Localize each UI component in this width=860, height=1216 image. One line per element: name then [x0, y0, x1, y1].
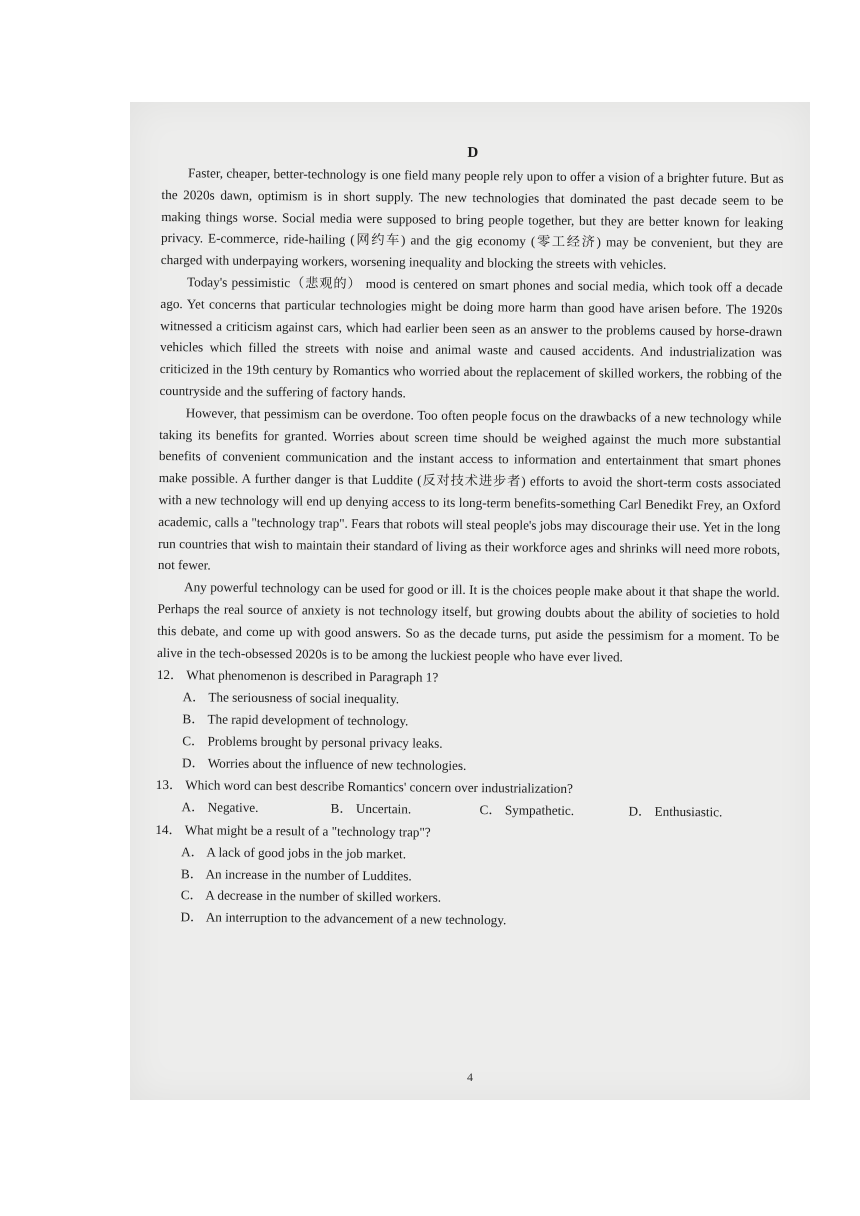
option-b: B． Uncertain.	[330, 800, 412, 817]
option-d: D． Worries about the influence of new technologies.	[181, 754, 467, 773]
page-number: 4	[467, 1070, 473, 1084]
paragraph-3: However, that pessimism can be overdone. Too often people focus on the drawbacks of a new technology while taking its benefits for granted. Worries about screen time should be weighed against the much more substantial benefits of convenient communication and the instant access to information and entertainment that smart phones make possible. A further danger is that Luddite (反对技术进步者) efforts to avoid the short-term costs associated with a new technology will end up denying access to its long-term benefits-something Carl Benedikt Frey, an Oxford academic, calls a "technology trap". Fears that robots will steal people's jobs may discourage their use. Yet in the long run countries that wish to maintain their standard of living as their workforce ages and shrinks will need more robots, not fewer.	[157, 405, 782, 573]
question-12	[156, 664, 779, 779]
question-13	[155, 774, 777, 824]
paragraph-4: Any powerful technology can be used for good or ill. It is the choices people make about it that shape the world. Perhaps the real source of anxiety is not technology itself, but growing doubts about the ability of societies to hold this debate, and come up with good answers. So as the decade turns, put aside the pessimism for a moment. To be alive in the tech-obsessed 2020s is to be among the luckiest people who have ever lived.	[157, 579, 780, 664]
option-d: D． Enthusiastic.	[628, 803, 723, 820]
option-a: A． A lack of good jobs in the job market.	[181, 843, 407, 862]
option-d: D． An interruption to the advancement of a new technology.	[180, 909, 507, 928]
question-14	[154, 819, 777, 934]
question-stem: 13． Which word can best describe Romantics' concern over industrialization?	[155, 777, 573, 797]
option-a: A． Negative.	[181, 799, 259, 816]
option-c: C． Problems brought by personal privacy leaks.	[182, 732, 443, 751]
option-a: A． The seriousness of social inequality.	[182, 689, 400, 707]
option-b: B． An increase in the number of Luddites.	[180, 865, 412, 883]
paragraph-2: Today's pessimistic（悲观的） mood is centered on smart phones and social media, which took off a decade ago. Yet concerns that particular technologies might be doing more harm than good have arisen before. The 1920s witnessed a criticism against cars, which had earlier been seen as an answer to the problems caused by horse-drawn vehicles which filled the streets with noise and animal waste and caused accidents. And industrialization was criticized in the 19th century by Romantics who worried about the replacement of skilled workers, the robbing of the countryside and the suffering of factory hands.	[159, 274, 783, 401]
option-c: C． Sympathetic.	[479, 802, 575, 819]
passage-content	[154, 140, 784, 934]
passage-heading: D	[467, 144, 479, 162]
question-stem: 12． What phenomenon is described in Paragraph 1?	[156, 667, 439, 686]
question-stem: 14． What might be a result of a "technology trap"?	[155, 821, 431, 840]
exam-page	[130, 102, 810, 1100]
option-b: B． The rapid development of technology.	[182, 711, 409, 729]
option-c: C． A decrease in the number of skilled workers.	[180, 887, 442, 906]
paragraph-1: Faster, cheaper, better-technology is one field many people rely upon to offer a vision of a brighter future. But as the 2020s dawn, optimism is in short supply. The new technologies that dominated the past decade seem to be making things worse. Social media were supposed to bring people together, but they are better known for leaking privacy. E-commerce, ride-hailing (网约车) and the gig economy (零工经济) may be convenient, but they are charged with underpaying workers, worsening inequality and blocking the streets with vehicles.	[160, 165, 784, 273]
